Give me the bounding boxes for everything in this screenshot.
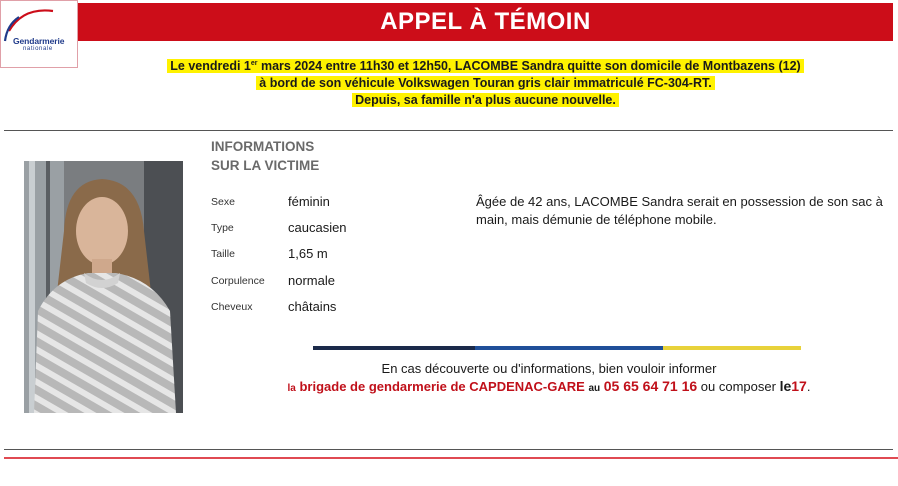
info-row-cheveux	[211, 299, 411, 319]
victim-description: Âgée de 42 ans, LACOMBE Sandra serait en possession de son sac à main, mais démunie de téléphone mobile.	[476, 194, 883, 227]
contact-or: ou composer	[700, 379, 776, 394]
emergency-number[interactable]: 17	[791, 378, 807, 394]
contact-le: le	[779, 378, 792, 394]
intro-line-3: Depuis, sa famille n'a plus aucune nouvelle.	[352, 93, 619, 107]
flag-segment-blue	[475, 346, 663, 350]
tricolor-bar	[313, 346, 801, 350]
info-label: Cheveux	[211, 301, 253, 313]
bottom-red-line	[4, 457, 898, 459]
info-label: Sexe	[211, 196, 235, 208]
brigade-name: brigade de gendarmerie de CAPDENAC-GARE	[299, 379, 585, 394]
phone-number[interactable]: 05 65 64 71 16	[603, 378, 698, 394]
flag-segment-yellow	[663, 346, 801, 350]
info-label: Type	[211, 222, 234, 234]
intro-line-1: Le vendredi 1er mars 2024 entre 11h30 et 12h50, LACOMBE Sandra quitte son domicile de Montbazens (12)	[167, 59, 803, 73]
flag-segment-navy	[313, 346, 475, 350]
bottom-divider	[4, 449, 893, 450]
info-value: féminin	[288, 194, 330, 209]
logo-name: Gendarmerie	[13, 36, 65, 46]
contact-period: .	[806, 379, 811, 394]
info-label: Corpulence	[211, 275, 265, 287]
intro-text	[78, 58, 893, 109]
info-value: châtains	[288, 299, 337, 314]
info-value: 1,65 m	[288, 246, 328, 261]
info-row-sexe	[211, 194, 411, 214]
contact-prefix: la	[287, 383, 296, 394]
info-value: normale	[288, 273, 335, 288]
victim-portrait-icon	[24, 161, 183, 413]
info-section-title: INFORMATIONS SUR LA VICTIME	[211, 139, 320, 173]
info-row-taille	[211, 246, 411, 266]
contact-intro: En cas découverte ou d'informations, bien vouloir informer	[381, 361, 717, 376]
victim-photo	[24, 161, 183, 413]
info-value: caucasien	[288, 220, 347, 235]
contact-au: au	[588, 383, 601, 394]
top-divider	[4, 130, 893, 131]
contact-details	[213, 378, 885, 394]
gendarmerie-logo	[0, 0, 78, 68]
gendarmerie-emblem-icon	[1, 1, 79, 69]
info-label: Taille	[211, 248, 235, 260]
intro-line-2: à bord de son véhicule Volkswagen Touran gris clair immatriculé FC-304-RT.	[256, 76, 714, 90]
page-title: APPEL À TÉMOIN	[78, 3, 893, 41]
logo-subname: nationale	[23, 46, 53, 52]
info-row-type	[211, 220, 411, 240]
info-row-corpulence	[211, 273, 411, 293]
